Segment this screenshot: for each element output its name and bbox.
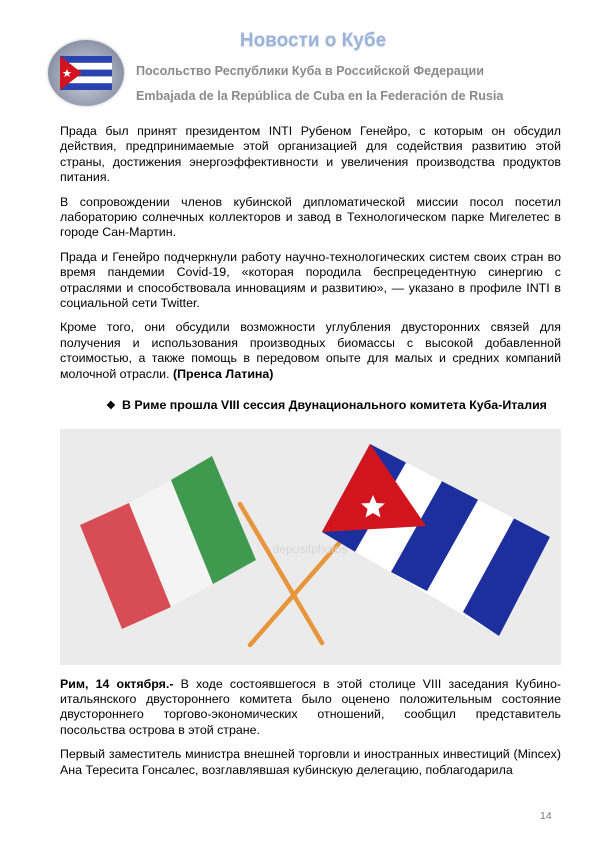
- italy-flag-icon: [80, 456, 256, 629]
- diamond-bullet-icon: ❖: [106, 400, 116, 413]
- page-header: [0, 0, 604, 112]
- paragraph-text: В ходе состоявшегося в этой столице VIII заседания Кубино-итальянского двустороннего комитета было оценено положительным состояние двустороннего торгово-экономических отношений, сообщил представитель посольства острова в этой стране.: [60, 676, 561, 737]
- source-credit: (Пренса Латина): [173, 366, 274, 381]
- page-number: 14: [540, 810, 552, 822]
- paragraph-text: Кроме того, они обсудили возможности углубления двусторонних связей для получения и использования производных биомассы с высокой добавленной стоимостью, а также помощь в передовом опыте для малых и средних компаний молочной отрасли.: [60, 320, 561, 381]
- paragraph: Первый заместитель министра внешней торговли и иностранных инвестиций (Mincex) Ана Тересита Гонсалес, возглавлявшая кубинскую делегацию, поблагодарила: [60, 747, 561, 777]
- article-heading: [60, 398, 561, 414]
- cuba-flag-icon: [322, 444, 550, 636]
- paragraph: Прада и Генейро подчеркнули работу научно-технологических систем своих стран во время пандемии Covid-19, «которая породила беспрецедентную синергию с отраслями и способствовала инновациям и развитию», — указано в профиле INTI в социальной сети Twitter.: [60, 249, 561, 311]
- embassy-name-ru: Посольство Республики Куба в Российской Федерации: [136, 64, 484, 78]
- watermark: depositphotos: [272, 541, 348, 556]
- newsletter-title: Новости о Кубе: [239, 30, 387, 51]
- paragraph: В сопровождении членов кубинской дипломатической миссии посол посетил лабораторию солнечных коллекторов и завод в Технологическом парке Мигелетес в городе Сан-Мартин.: [60, 194, 561, 240]
- paragraph: [60, 677, 561, 739]
- paragraph: Прада был принят президентом INTI Рубеном Генейро, с которым он обсудил действия, предпринимаемые этой организацией для содействия развитию этой страны, достижения энергоэффективности и увеличения производства продуктов питания.: [60, 124, 561, 185]
- dateline: Рим, 14 октября.-: [60, 676, 174, 691]
- article-heading-text: В Риме прошла VIII сессия Двунационального комитета Куба-Италия: [122, 398, 547, 413]
- embassy-name-es: Embajada de la República de Cuba en la Federación de Rusia: [136, 89, 504, 103]
- article-body: [60, 124, 561, 787]
- flags-photo: [60, 429, 561, 665]
- paragraph: [60, 320, 561, 382]
